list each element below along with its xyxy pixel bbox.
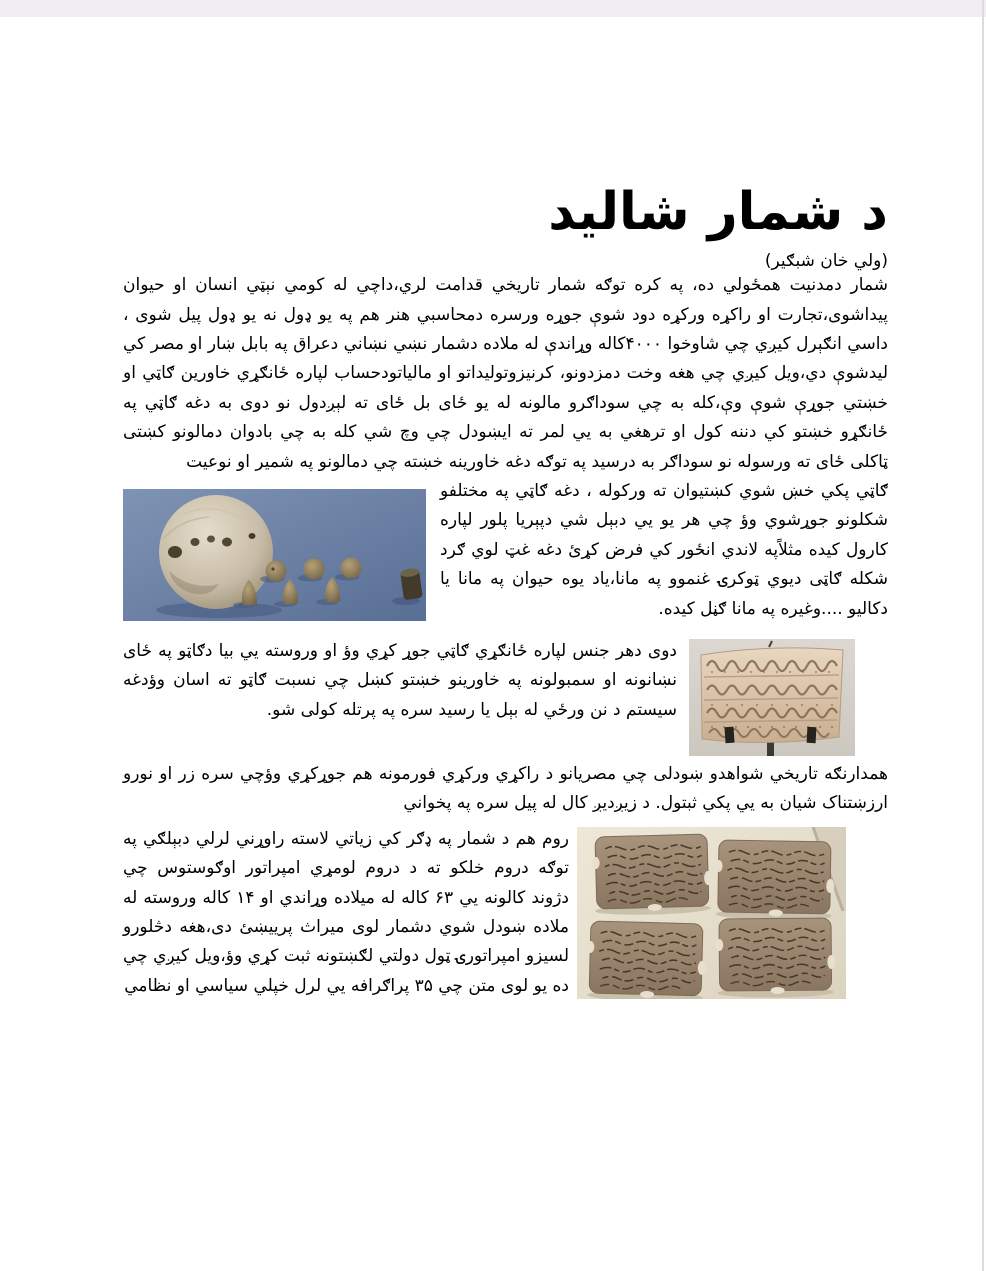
paragraph-2: دوی دهر جنس لپاره ځانګړي ګاټي جوړ کړي وؤ او وروسته یي بیا دګاټو په ځای نښانونه او سمبولونه په خاورینو خښتو کښل چي نسبت ګاټو ته اسان وؤدغه سیستم د نن ورځي له بېل یا رسید سره په پرتله کولی شو. — [123, 641, 677, 720]
document-page — [123, 17, 888, 1003]
page-title — [123, 177, 888, 247]
window-top-strip — [0, 0, 986, 17]
page-right-edge — [982, 0, 984, 1271]
paragraph-1: شمار دمدنیت همځولي ده، په کره توګه شمار تاریخي قدامت لري،داچي له کومي نېټي انسان او حیوان پیداشوی،تجارت او راکړه ورکړه دود شوې جوړه ورسره دمحاسبي هنر هم په یو ډول نه یو ډول پیل شوی ، داسي انګېرل کیږي چي شاوخوا ۴۰۰۰کاله وړاندې له ملاده دشمار نښي نښاني دعراق په بابل ښار او مصر کي لیدشوې دي،ویل کیږي چي هغه وخت دمزدونو، کرنیزوتولیداتو او مالیاتودحساب لپاره ځانګړي خاورین ګاټي او خښتي جوړې شوې وې،کله به چي سوداګرو مالونه له یو ځای بل ځای ته لېږدول نو دوی به دغه ګاټي په ځانګړو خښتو کي دننه کول او ترهغي به یي لمر ته ایښودل چي وچ شي کله به چي بادوان دمالونو کښتی ټاکلی ځای ته ورسوله نو سوداګر به درسید په توګه دغه خاورینه خښته چي دمالونو په شمیر او نوعیت — [123, 275, 889, 472]
clay-ball-tokens-image — [123, 489, 426, 621]
wooden-tablets-image — [577, 827, 846, 999]
paragraph-1-continued: ګاټي پکي خښ شوي کښتیوان ته ورکوله ، دغه ګاټي په مختلفو شکلونو جوړشوي وؤ چي هر یو یي دبېل شي دپېریا پلور لپاره کارول کیده مثلاًپه لاندي انځور کي فرض کړئ دغه غټ لوي ګرد شکله ګاټی دیوي ټوکرۍ غنموو په مانا،یاد یوه حیوان په مانا یا دکالیو ....وغیره په مانا ګڼل کیده. — [440, 481, 888, 619]
figure-clay-ball-and-tokens — [123, 489, 426, 621]
paragraph-3-continued-row — [123, 825, 888, 1003]
paragraph-1-continued-row — [123, 477, 888, 627]
paragraph-3: همدارنګه تاریخي شواهدو ښودلی چي مصریانو د راکړي ورکړي فورمونه هم جوړکړي وؤچي سره زر او نورو ارزښتناک شیان به یي پکي ثبتول. د زیږدیږ کال له پیل سره په پخواني — [123, 764, 888, 814]
cuneiform-tablet-image — [689, 639, 855, 756]
figure-wooden-tablets — [577, 827, 846, 999]
byline: (ولي خان شبګير) — [764, 251, 888, 272]
paragraph-3-continued: روم هم د شمار په ډګر کي زیاتي لاسته راوړني لرلي دبېلګي په توګه دروم خلکو ته د دروم لومړي امپراتور اوګوستوس چي دژوند کالونه یي ۶۳ کاله له میلاده وړاندي او ۱۴ کاله وروسته له ملاده ښودل شوي دشمار لوی میراث پرییښئ دی،هغه دڅلورو لسیزو امپراتورۍ ټول دولتي لګښتونه ثبت کړي وؤ،ویل کیږي چي ده یو لوی متن چي ۳۵ پراګرافه یي لرل خپلي سیاسي او نظامي — [123, 828, 569, 996]
figure-cuneiform-tablet — [689, 639, 855, 756]
paragraph-2-row — [123, 637, 888, 760]
page-title-text: د شمار شالید — [548, 182, 888, 242]
